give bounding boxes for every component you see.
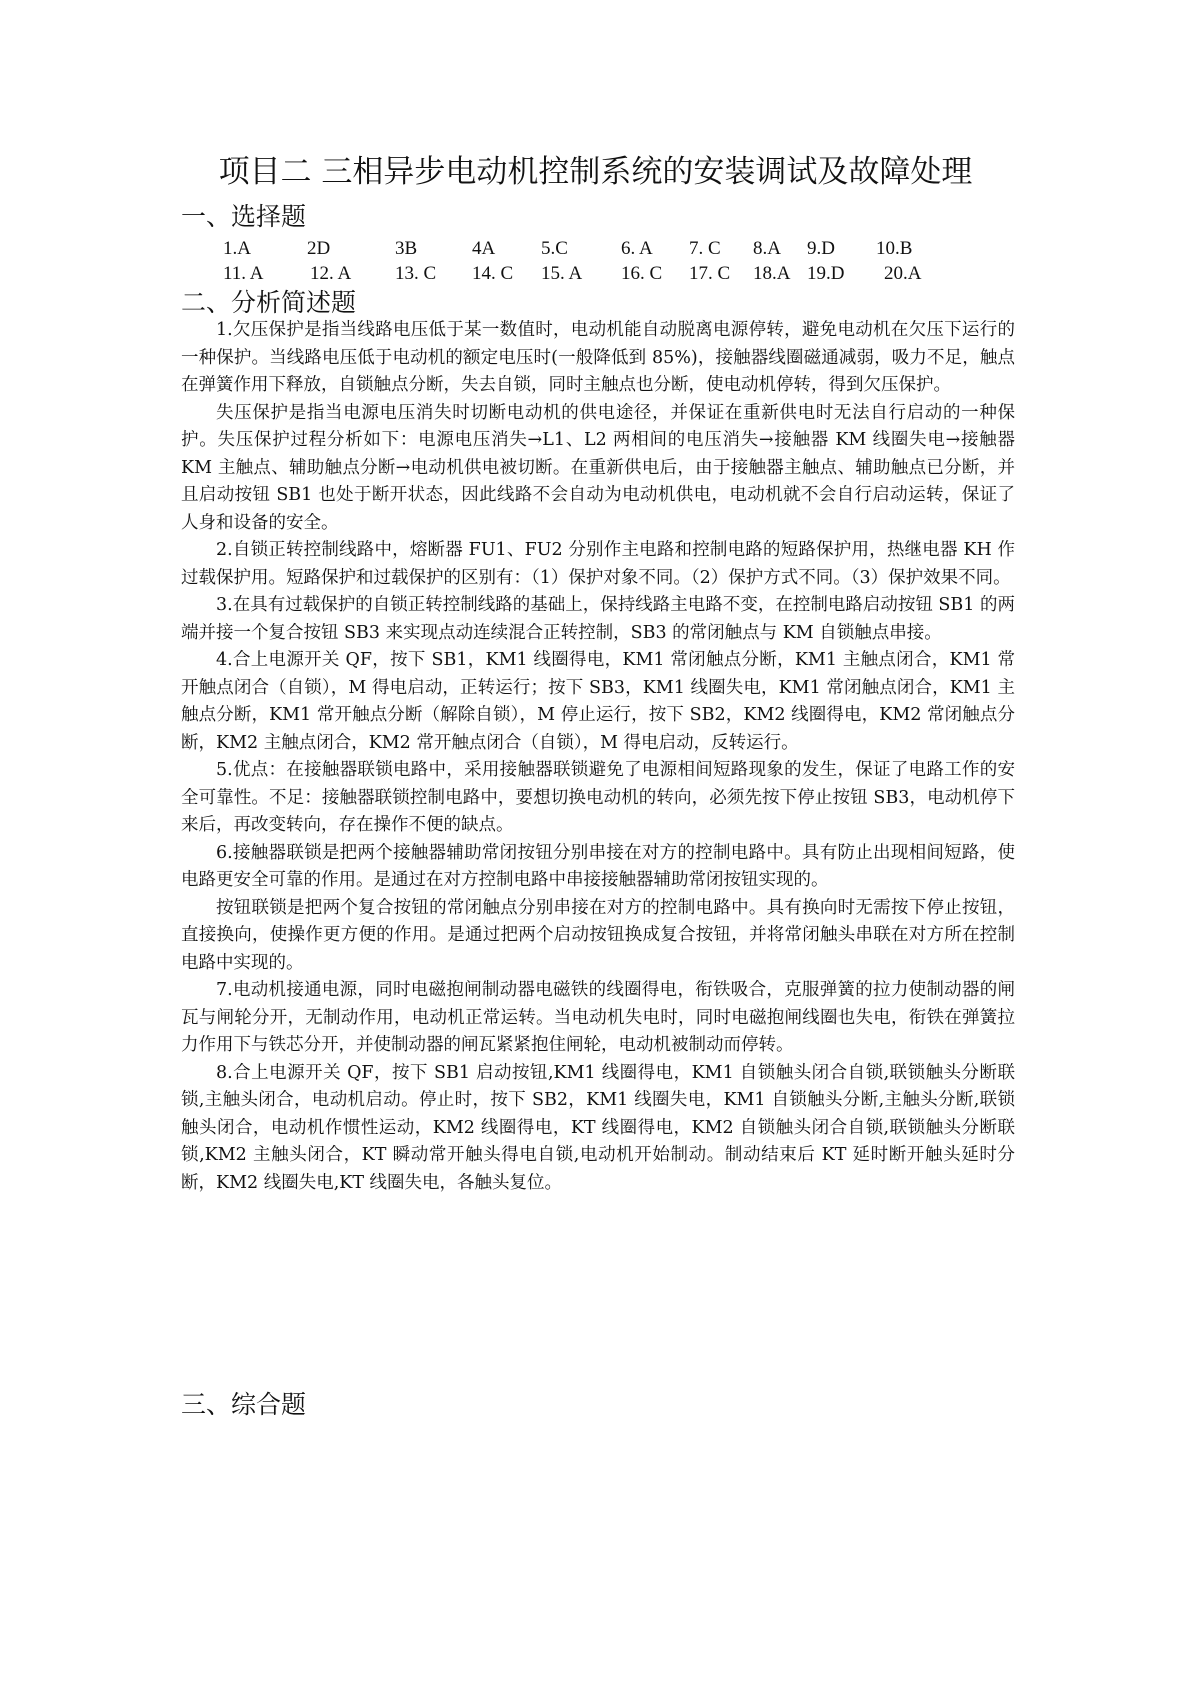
answer-5: 5.C: [541, 238, 568, 259]
section-heading-analysis: 二、分析简述题: [181, 288, 357, 317]
analysis-answers: [181, 317, 1015, 1197]
answer-7: 7. C: [689, 238, 721, 259]
page-title: 项目二 三相异步电动机控制系统的安装调试及故障处理: [218, 154, 973, 190]
answer-16: 16. C: [621, 263, 663, 284]
answer-8: 8.A: [753, 238, 781, 259]
paragraph-4: 4.合上电源开关 QF，按下 SB1，KM1 线圈得电，KM1 常闭触点分断，KM1 主触点闭合，KM1 常开触点闭合（自锁），M 得电启动，正转运行；按下 SB3，KM1 线圈失电，KM1 常闭触点闭合，KM1 主触点分断，KM1 常开触点分断（解除自锁），M 停止运行，按下 SB2，KM2 线圈得电，KM2 常闭触点分断，KM2 主触点闭合，KM2 常开触点闭合（自锁），M 得电启动，反转运行。: [181, 650, 1015, 753]
answer-14: 14. C: [472, 263, 514, 284]
answer-3: 3B: [395, 238, 418, 259]
paragraph-6b: 按钮联锁是把两个复合按钮的常闭触点分别串接在对方的控制电路中。具有换向时无需按下停止按钮，直接换向，使操作更方便的作用。是通过把两个启动按钮换成复合按钮，并将常闭触头串联在对方所在控制电路中实现的。: [181, 897, 1015, 973]
answer-2: 2D: [307, 238, 331, 259]
answer-20: 20.A: [884, 263, 922, 284]
answer-1: 1.A: [223, 238, 251, 259]
answer-9: 9.D: [807, 238, 835, 259]
paragraph-1: 1.欠压保护是指当线路电压低于某一数值时，电动机能自动脱离电源停转，避免电动机在欠压下运行的一种保护。当线路电压低于电动机的额定电压时(一般降低到 85%)，接触器线圈磁通减弱，吸力不足，触点在弹簧作用下释放，自锁触点分断，失去自锁，同时主触点也分断，使电动机停转，得到欠压保护。: [181, 320, 1015, 395]
paragraph-2: 2.自锁正转控制线路中，熔断器 FU1、FU2 分别作主电路和控制电路的短路保护用，热继电器 KH 作过载保护用。短路保护和过载保护的区别有：（1）保护对象不同。（2）保护方式不同。（3）保护效果不同。: [181, 540, 1015, 588]
answer-grid: [223, 236, 983, 286]
paragraph-3: 3.在具有过载保护的自锁正转控制线路的基础上，保持线路主电路不变，在控制电路启动按钮 SB1 的两端并接一个复合按钮 SB3 来实现点动连续混合正转控制，SB3 的常闭触点与 KM 自锁触点串接。: [181, 595, 1015, 643]
paragraph-5: 5.优点：在接触器联锁电路中，采用接触器联锁避免了电源相间短路现象的发生，保证了电路工作的安全可靠性。不足：接触器联锁控制电路中，要想切换电动机的转向，必须先按下停止按钮 SB3，电动机停下来后，再改变转向，存在操作不便的缺点。: [181, 760, 1015, 835]
answer-15: 15. A: [541, 263, 583, 284]
paragraph-7: 7.电动机接通电源，同时电磁抱闸制动器电磁铁的线圈得电，衔铁吸合，克服弹簧的拉力使制动器的闸瓦与闸轮分开，无制动作用，电动机正常运转。当电动机失电时，同时电磁抱闸线圈也失电，衔铁在弹簧拉力作用下与铁芯分开，并使制动器的闸瓦紧紧抱住闸轮，电动机被制动而停转。: [181, 980, 1015, 1055]
section-heading-comprehensive: 三、综合题: [181, 1390, 307, 1419]
answer-18: 18.A: [753, 263, 791, 284]
answer-row-1: [223, 236, 983, 261]
answer-6: 6. A: [621, 238, 653, 259]
answer-13: 13. C: [395, 263, 437, 284]
answer-4: 4A: [472, 238, 496, 259]
section-heading-choice: 一、选择题: [181, 202, 307, 231]
answer-17: 17. C: [689, 263, 731, 284]
paragraph-8: 8.合上电源开关 QF，按下 SB1 启动按钮,KM1 线圈得电，KM1 自锁触头闭合自锁,联锁触头分断联锁,主触头闭合，电动机启动。停止时，按下 SB2，KM1 线圈失电，KM1 自锁触头分断,主触头分断,联锁触头闭合，电动机作惯性运动，KM2 线圈得电，KT 线圈得电，KM2 自锁触头闭合自锁,联锁触头分断联锁,KM2 主触头闭合，KT 瞬动常开触头得电自锁,电动机开始制动。制动结束后 KT 延时断开触头延时分断，KM2 线圈失电,KT 线圈失电，各触头复位。: [181, 1062, 1015, 1193]
answer-11: 11. A: [223, 263, 264, 284]
answer-12: 12. A: [310, 263, 352, 284]
paragraph-1b: 失压保护是指当电源电压消失时切断电动机的供电途径，并保证在重新供电时无法自行启动的一种保护。失压保护过程分析如下：电源电压消失→L1、L2 两相间的电压消失→接触器 KM 线圈失电→接触器 KM 主触点、辅助触点分断→电动机供电被切断。在重新供电后，由于接触器主触点、辅助触点已分断，并且启动按钮 SB1 也处于断开状态，因此线路不会自动为电动机供电，电动机就不会自行启动运转，保证了人身和设备的安全。: [181, 402, 1015, 533]
answer-10: 10.B: [876, 238, 913, 259]
answer-19: 19.D: [807, 263, 845, 284]
paragraph-6: 6.接触器联锁是把两个接触器辅助常闭按钮分别串接在对方的控制电路中。具有防止出现相间短路，使电路更安全可靠的作用。是通过在对方控制电路中串接接触器辅助常闭按钮实现的。: [181, 842, 1015, 890]
answer-row-2: [223, 261, 983, 286]
